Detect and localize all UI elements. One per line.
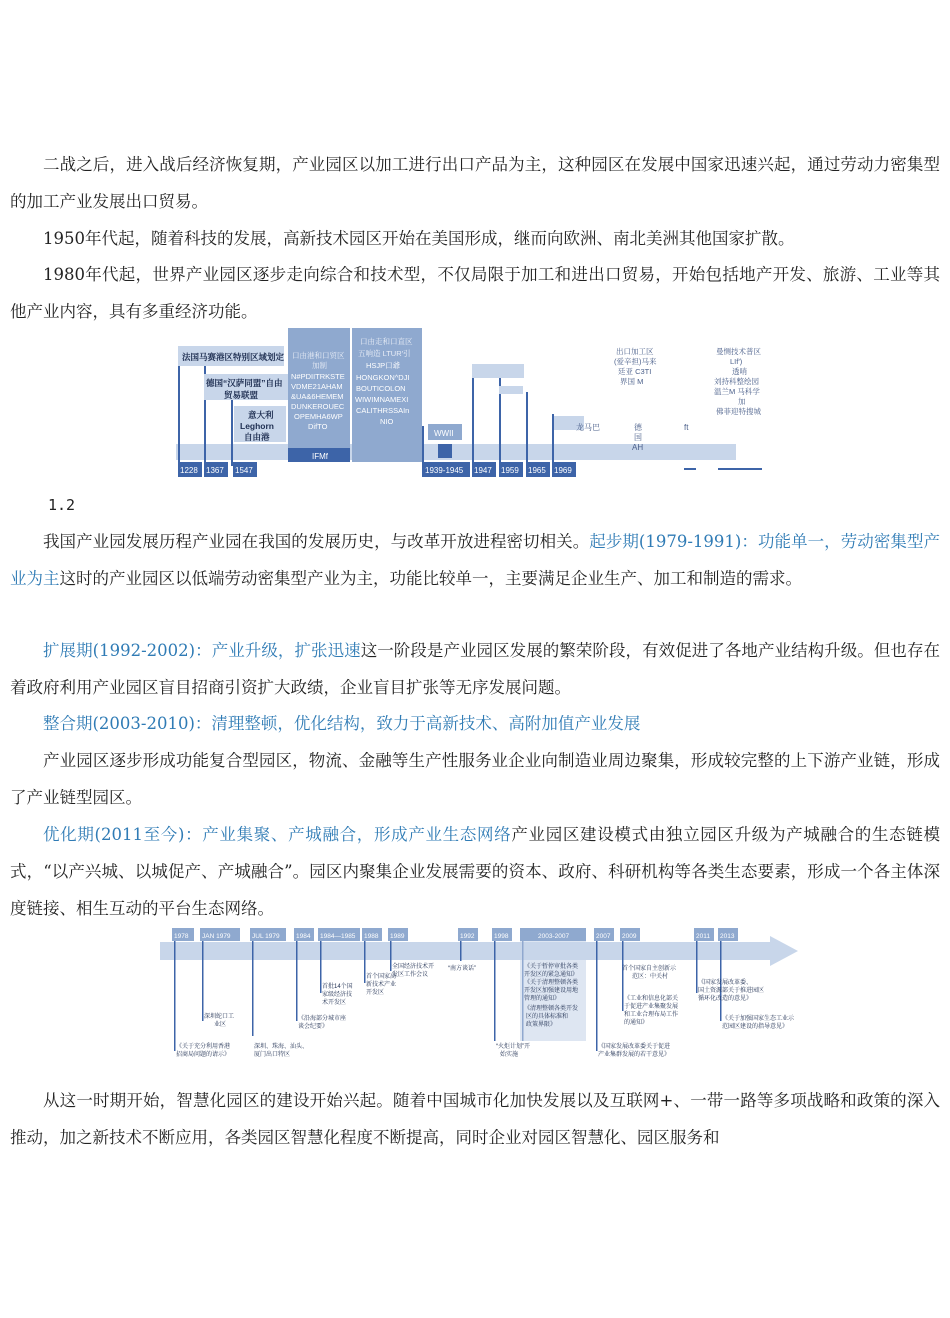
col3-line-3: 廷亚 C3TI [618, 367, 652, 376]
col1-head-1: 口由港和口贸区 [292, 351, 345, 360]
cn-year-2007: 2007 [596, 933, 611, 940]
note-1985-3: 术开发区 [322, 1000, 347, 1006]
col2-head-2: 五响造 LTUR'引 [358, 349, 411, 358]
year-1367: 1367 [206, 466, 224, 475]
small-label-2b: 国 [634, 433, 642, 442]
col4-line-4: 刘持科整绘园 [714, 377, 759, 386]
col2-head-1: 口由走和口直区 [360, 337, 413, 346]
china-park-timeline-figure [160, 926, 800, 1066]
note-2009b-1: 《工业和信息化部关 [624, 996, 679, 1002]
col2-line-1: HSJP口爺 [366, 361, 401, 370]
note-2009b-3: 和工业合理布局工作 [624, 1012, 679, 1018]
box-leghorn-1: 意大利 [248, 410, 274, 420]
note-2007-1: 《国家发展改革委关于促进 [598, 1044, 671, 1050]
note-1989-1: 全国经济技术开 [392, 964, 435, 970]
year-1965: 1965 [528, 466, 546, 475]
note-1998-1: “火炬计划”开 [496, 1044, 530, 1050]
note-2003-5: 管理的通知》 [524, 996, 561, 1002]
note-2007-2: 产业集群发展的若干意见》 [598, 1052, 671, 1058]
col4-line-5: 温兰M 马科学 [714, 387, 760, 396]
col4-line-2: LIf') [730, 357, 743, 366]
cn-year-1984-1985: 1984—1985 [320, 933, 356, 940]
cn-year-2011: 2011 [696, 933, 710, 940]
cn-year-2009: 2009 [622, 933, 637, 940]
year-1959: 1959 [501, 466, 519, 475]
note-2013-2: 范园区建设的指导意见》 [722, 1024, 789, 1030]
note-1998-2: 始实施 [500, 1052, 519, 1058]
world-park-timeline-figure [176, 326, 776, 480]
cn-year-jan1979: JAN 1979 [202, 933, 231, 940]
note-jul-2: 厦门出口特区 [254, 1052, 291, 1058]
col2-line-2: HONGKON^DJI [356, 373, 410, 382]
col4-line-3: 透哨 [732, 367, 747, 376]
col3-line-4: 界国 M [620, 377, 644, 386]
note-1985-1: 首批14个国 [322, 984, 353, 990]
small-label-1: 龙马巴 [576, 423, 600, 432]
note-1985-2: 家级经济技 [322, 992, 353, 998]
note-2011-1: 《国家发展改革委、 [698, 980, 753, 986]
cn-year-1984: 1984 [296, 933, 311, 940]
note-jan-1: 深圳蛇口工 [204, 1014, 235, 1020]
col3-line-2: (爱辛担)马来 [614, 357, 657, 366]
box-leghorn-3: 自由港 [244, 432, 270, 442]
paragraph-1980s: 1980年代起，世界产业园区逐步走向综合和技术型，不仅局限于加工和进出口贸易，开始包括地产开发、旅游、工业等其他产业内容，具有多重经济功能。 [10, 265, 940, 321]
col3-line-1: 出口加工区 [616, 347, 654, 356]
note-jul-1: 深圳、珠海、汕头、 [254, 1044, 309, 1050]
timeline-band [176, 444, 736, 460]
cn-year-1989: 1989 [390, 933, 405, 940]
year-1947: 1947 [474, 466, 492, 475]
note-2003-3: 《关于清理整顿各类 [524, 980, 579, 986]
paragraph-industry-chain: 产业园区逐步形成功能复合型园区，物流、金融等生产性服务业企业向制造业周边聚集，形成较完整的上下游产业链，形成了产业链型园区。 [10, 751, 940, 807]
note-1988-2: 新技术产业 [366, 982, 397, 988]
col1-line-5: OPEMHA6WP [294, 412, 343, 421]
box-hansa-2: 贸易联盟 [224, 390, 259, 400]
note-1984-1: 《沿海部分城市座 [298, 1016, 347, 1022]
col1-foot: IFMf [312, 452, 328, 461]
col2-line-3: BOUTICOLON [356, 384, 406, 393]
phase-startup: 起步期(1979-1991)：功能单一，劳动密集型产业为主 [10, 532, 940, 588]
cn-year-1988: 1988 [364, 933, 379, 940]
col2-line-4: WIWIMNAMEXI [355, 395, 409, 404]
note-1984-2: 谈会纪要》 [298, 1024, 329, 1030]
note-1978-1: 《关于充分利用香港 [176, 1044, 231, 1050]
note-1988-1: 首个国家高 [366, 974, 397, 980]
year-1547: 1547 [235, 466, 253, 475]
paragraph-expansion: 扩展期(1992-2002)：产业升级，扩张迅速这一阶段是产业园区发展的繁荣阶段，有效促进了各地产业结构升级。但也存在着政府利用产业园区盲目招商引资扩大政绩，企业盲目扩张等无序发展问题。 [10, 641, 941, 697]
phase-integration: 整合期(2003-2010)：清理整顿，优化结构，致力于高新技术、高附加值产业发展 [43, 714, 641, 733]
year-1939-1945: 1939-1945 [425, 466, 464, 475]
col4-line-7: 佛菲迎特搜城 [716, 407, 761, 416]
small-label-2c: AH [632, 443, 644, 452]
cn-year-1978: 1978 [174, 933, 189, 940]
paragraph-smart-park: 从这一时期开始，智慧化园区的建设开始兴起。随着中国城市化加快发展以及互联网+、一带一路等多项战略和政策的深入推动，加之新技术不断应用，各类园区智慧化程度不断提高，同时企业对园区智慧化、园区服务和 [10, 1091, 940, 1147]
small-label-3: ft [684, 423, 689, 432]
timeline-arrow-head [770, 936, 798, 966]
box-hansa-1: 德国“汉萨同盟”自由 [206, 378, 283, 388]
col4-line-1: 曼恻技术普区 [716, 347, 761, 356]
paragraph-china-history: 我国产业园发展历程产业园在我国的发展历史，与改革开放进程密切相关。起步期(1979-1991)：功能单一，劳动密集型产业为主这时的产业园区以低端劳动密集型产业为主，功能比较单一，主要满足企业生产、加工和制造的需求。 [10, 532, 940, 588]
note-2003-6: 《清理整顿各类开发 [524, 1006, 579, 1012]
note-2003-7: 区的具体标准和 [526, 1014, 569, 1020]
phase-optimization: 优化期(2011至今)：产业集聚、产城融合，形成产业生态网络 [43, 825, 512, 844]
small-label-2a: 德 [634, 423, 642, 432]
note-2011-2: 国土资源部关于推进园区 [698, 988, 765, 994]
section-number: 1.2 [48, 496, 76, 514]
paragraph-1950s: 1950年代起，随着科技的发展，高新技术园区开始在美国形成，继而向欧洲、南北美洲其他国家扩散。 [43, 229, 795, 248]
box-leghorn-2: Leghorn [240, 421, 274, 431]
note-2003-8: 政策界限》 [526, 1022, 557, 1028]
paragraph-postwar: 二战之后，进入战后经济恢复期，产业园区以加工进行出口产品为主，这种园区在发展中国家迅速兴起，通过劳动力密集型的加工产业发展出口贸易。 [10, 155, 940, 211]
note-2003-1: 《关于暂停审批各类 [524, 964, 579, 970]
note-2011-3: 循环化改造的意见》 [698, 996, 753, 1002]
year-1228: 1228 [180, 466, 198, 475]
col2-line-5: CALITHRSSAIn [356, 406, 410, 415]
note-1992: “南方谈话” [448, 966, 476, 972]
col4-line-6: 加 [738, 397, 746, 406]
note-2009a-1: 首个国家自主创新示 [622, 966, 677, 972]
col1-line-2: VDME21AHAM [291, 382, 343, 391]
note-2003-4: 开发区加强建设用地 [524, 988, 579, 994]
timeline-arrow-band [160, 942, 772, 960]
cn-year-1992: 1992 [460, 933, 475, 940]
paragraph-optimization: 优化期(2011至今)：产业集聚、产城融合，形成产业生态网络产业园区建设模式由独立园区升级为产城融合的生态链模式，“以产兴城、以城促产、产城融合”。园区内聚集企业发展需要的资本、政府、科研机构等各类生态要素，形成一个各主体深度链接、相生互动的平台生态网络。 [10, 825, 940, 918]
col1-line-4: DUNKEROUEC [291, 402, 345, 411]
col1-head-2: 加制 [312, 361, 327, 370]
col1-line-6: DifTO [308, 422, 328, 431]
paragraph-integration [10, 705, 940, 742]
cn-year-1998: 1998 [494, 933, 509, 940]
cn-year-jul1979: JUL 1979 [252, 933, 280, 940]
box-marseille: 法国马赛港区特别区域划定 [182, 352, 285, 362]
col1-line-3: &UA&6HEMEM [291, 392, 344, 401]
cn-year-2013: 2013 [720, 933, 735, 940]
col2-line-6: NIO [380, 417, 394, 426]
note-1978-2: 招商局问题的请示》 [176, 1052, 231, 1058]
note-2009b-4: 的通知》 [624, 1020, 649, 1026]
phase-expansion: 扩展期(1992-2002)：产业升级，扩张迅速 [43, 641, 361, 660]
note-2009b-2: 于促进产业集聚发展 [624, 1004, 679, 1010]
note-2009a-2: 范区：中关村 [632, 974, 669, 980]
note-jan-2: 业区 [214, 1022, 227, 1028]
note-2003-2: 开发区的紧急通知》 [524, 972, 579, 978]
note-2013-1: 《关于加强国家生态工业示 [722, 1016, 795, 1022]
note-1988-3: 开发区 [366, 990, 385, 996]
wwii-label: WWII [434, 429, 454, 438]
year-1969: 1969 [554, 466, 572, 475]
col1-line-1: N#PDIITRKSTE [291, 372, 345, 381]
cn-year-2003-2007: 2003-2007 [538, 933, 570, 940]
note-1989-2: 发区工作会议 [392, 972, 429, 978]
